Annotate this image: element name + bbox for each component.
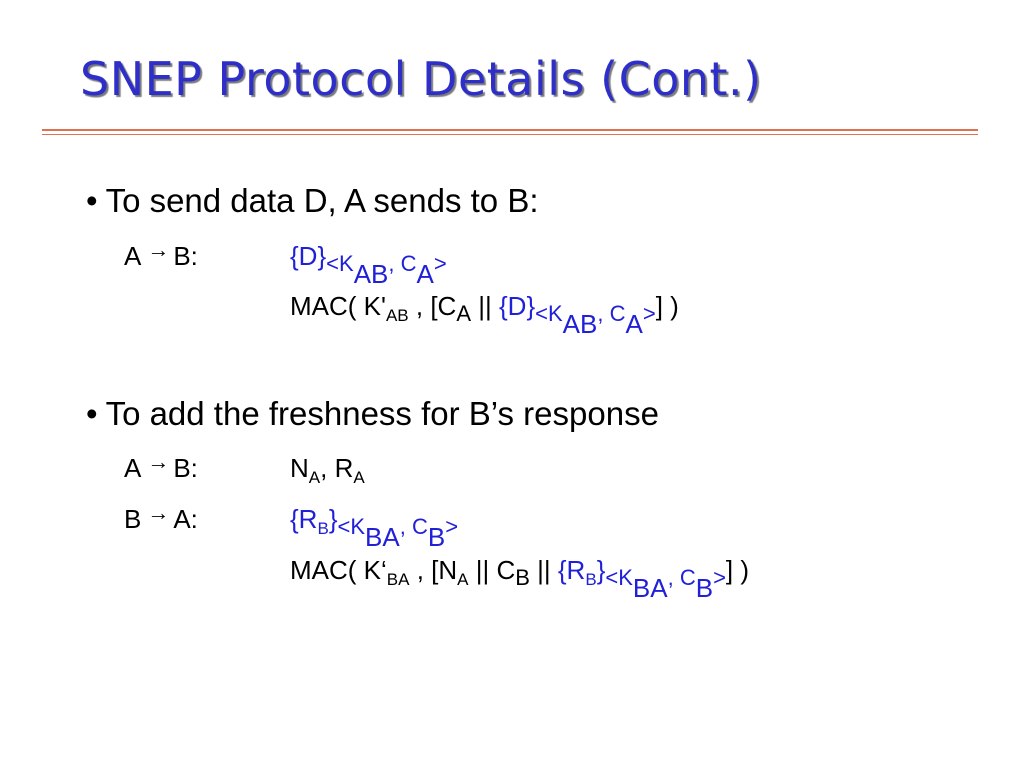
arrow-icon: → xyxy=(147,237,170,262)
message-encrypted-data xyxy=(290,243,447,287)
message-label-a-to-b-1 xyxy=(124,237,198,271)
bullet-text: To send data D, A sends to B: xyxy=(105,182,539,219)
message-label-a-to-b-2: A → B: xyxy=(124,449,198,483)
message-mac-1: MAC( $K'_{AB}$ , [$C_A$ || $\{D\}_{<KAB, CA>}$] ) xyxy=(290,291,679,339)
message-encrypted-response: $\{R_B\}_{<KBA, CB>}$ xyxy=(290,504,459,552)
message-mac-2: MAC( $K‘_{BA}$ , [$N_A$ || $C_B$ || $\{R_B\}_{<KBA, CB>}$] ) xyxy=(290,555,750,603)
arrow-icon: → xyxy=(147,449,170,474)
message-nonce: $N_A$, $R_A$ xyxy=(290,453,365,487)
encrypted-payload: {D} xyxy=(290,241,327,271)
sender: A xyxy=(124,241,142,271)
bullet-freshness xyxy=(86,395,659,433)
bullet-dot: • xyxy=(86,182,98,219)
receiver: B: xyxy=(173,241,198,271)
arrow-icon: → xyxy=(147,500,170,525)
bullet-send-data xyxy=(86,182,539,220)
key-subscript: <KAB, CA> xyxy=(326,251,447,289)
message-label-b-to-a: B → A: xyxy=(124,500,198,534)
slide-title: SNEP Protocol Details (Cont.) xyxy=(80,52,762,106)
bullet-text: To add the freshness for B’s response xyxy=(105,395,659,432)
title-rule-top xyxy=(42,129,978,131)
title-rule-bottom xyxy=(42,134,978,135)
bullet-dot: • xyxy=(86,395,98,432)
